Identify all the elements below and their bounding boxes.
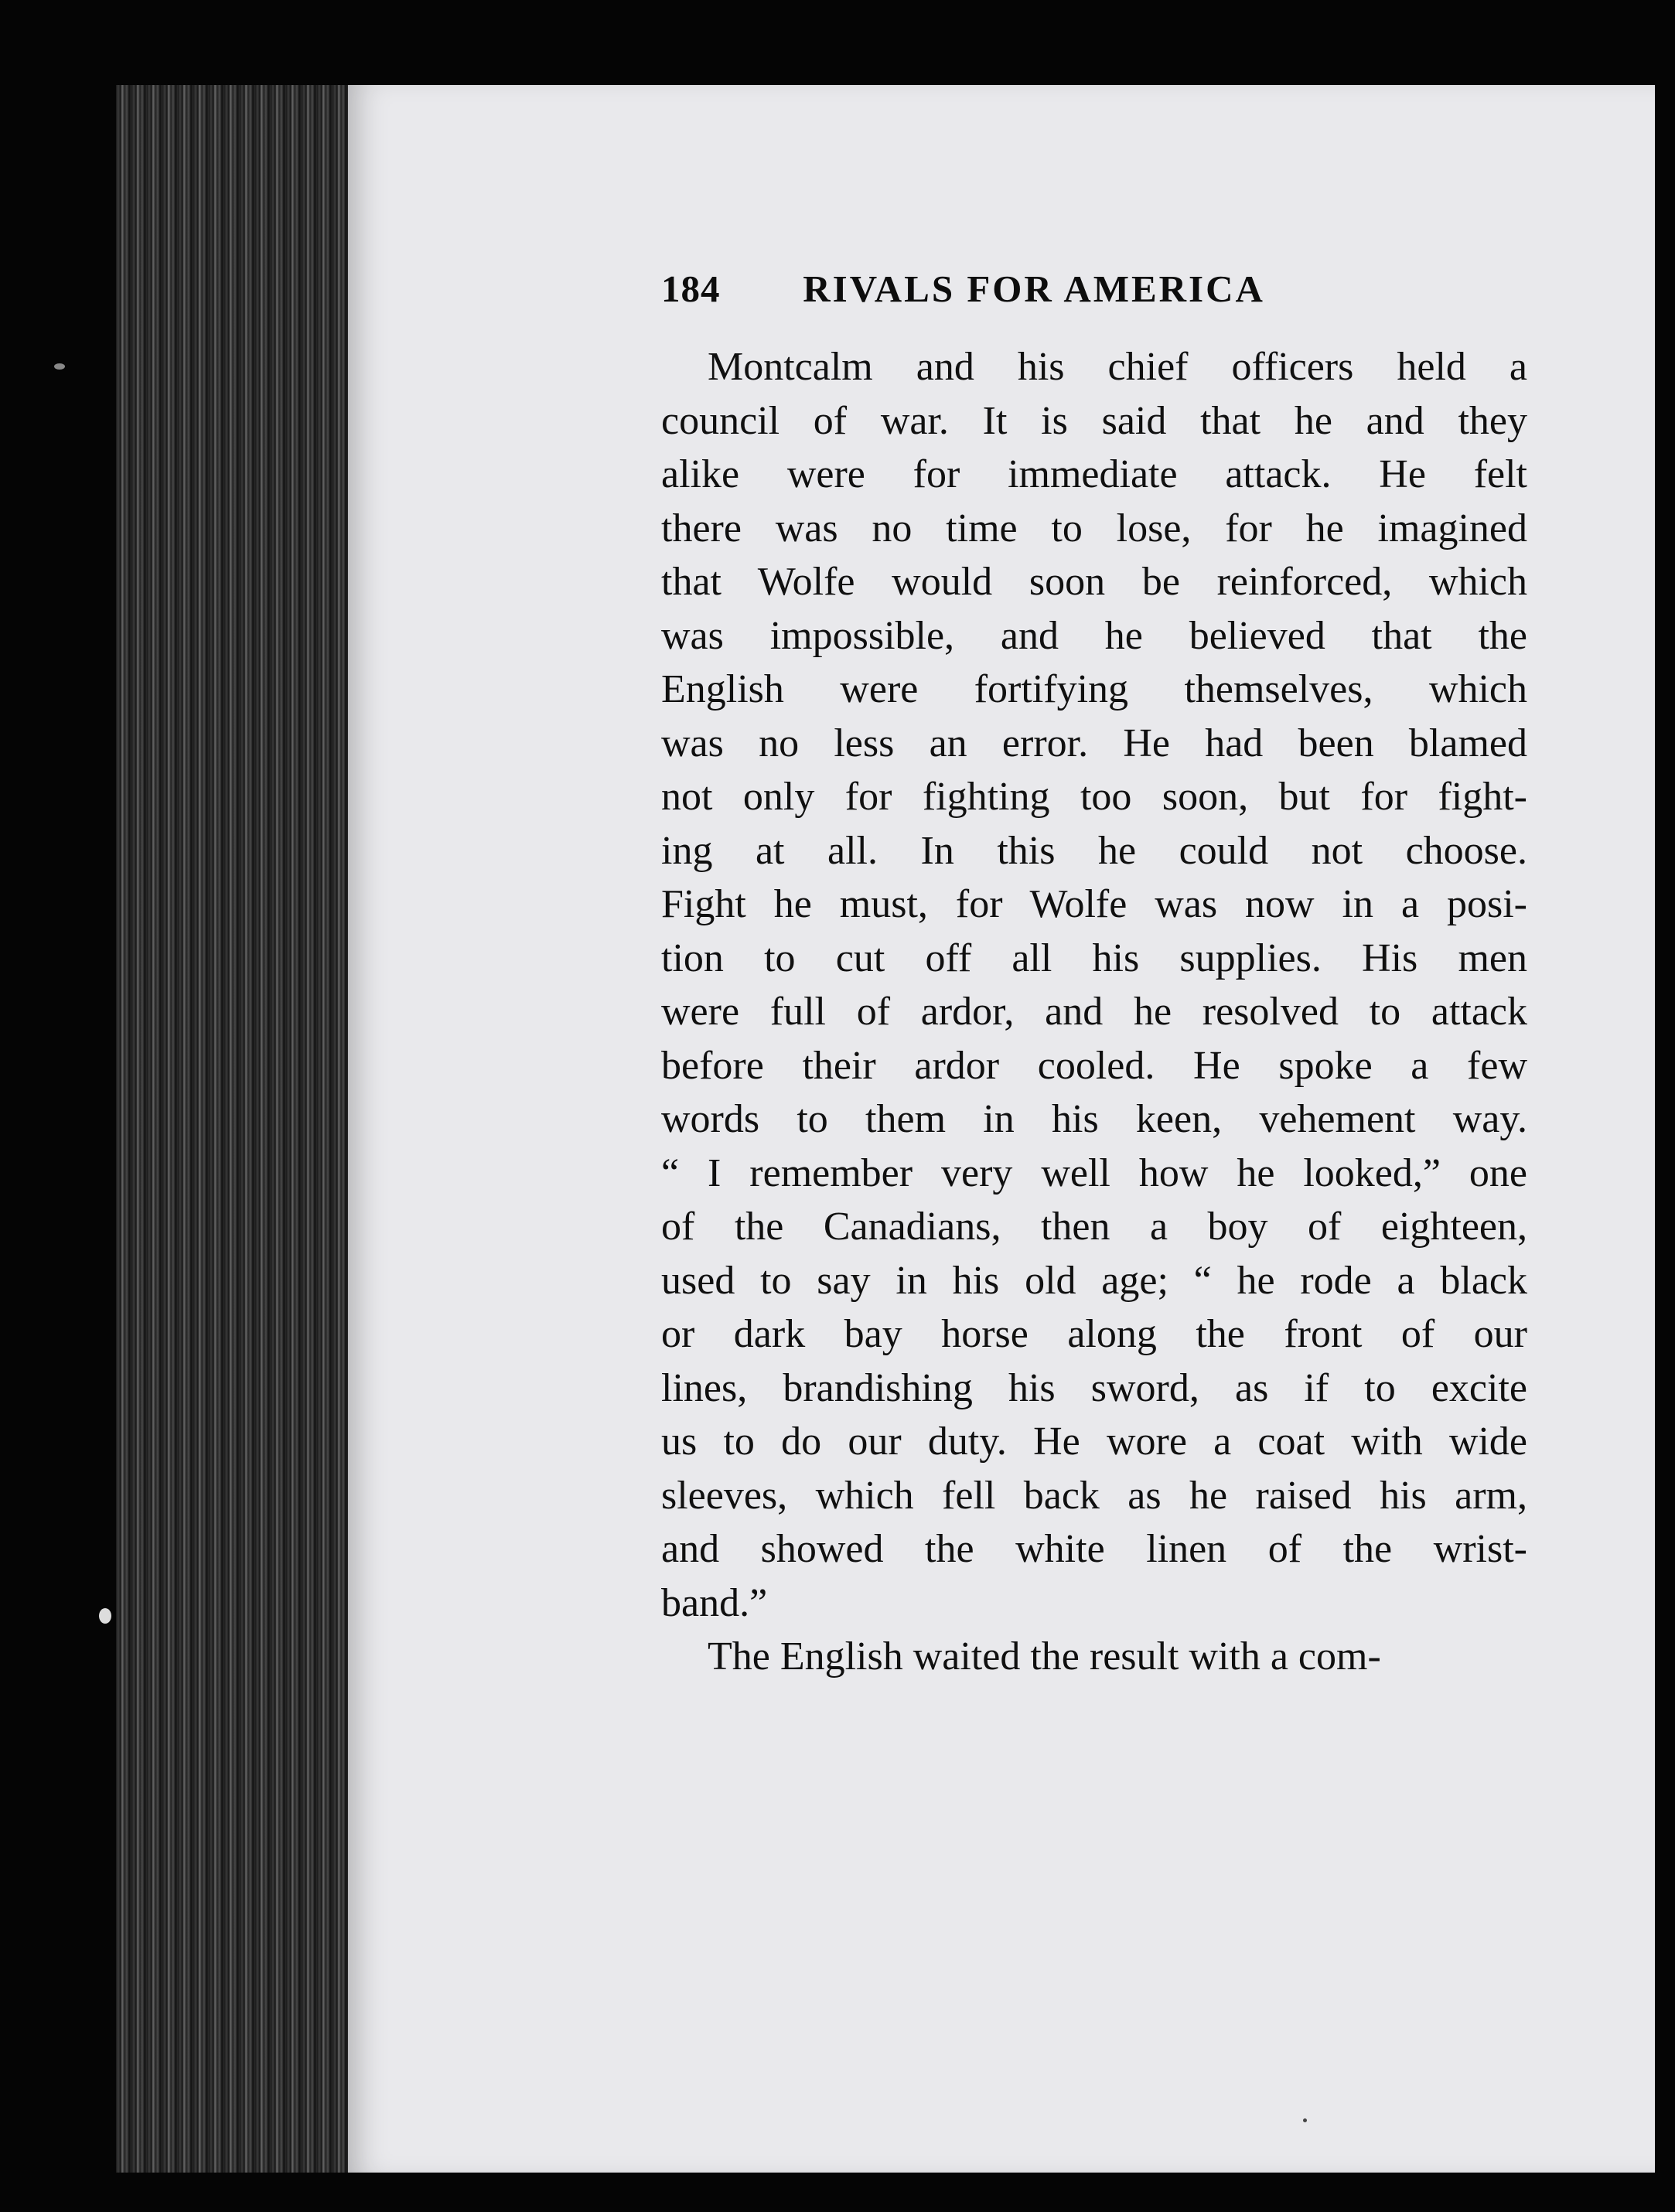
text-line: English were fortifying themselves, which bbox=[661, 667, 1527, 711]
text-line: Montcalm and his chief officers held a bbox=[708, 345, 1527, 389]
text-line: alike were for immediate attack. He felt bbox=[661, 452, 1527, 496]
scan-speck bbox=[1303, 2118, 1307, 2122]
text-line: were full of ardor, and he resolved to attack bbox=[661, 990, 1527, 1034]
text-line: ing at all. In this he could not choose. bbox=[661, 828, 1527, 873]
text-line: us to do our duty. He wore a coat with wide bbox=[661, 1420, 1527, 1464]
text-line: tion to cut off all his supplies. His men bbox=[661, 936, 1527, 980]
text-line: sleeves, which fell back as he raised his arm, bbox=[661, 1473, 1527, 1518]
text-line: council of war. It is said that he and they bbox=[661, 398, 1527, 443]
text-line: band.” bbox=[661, 1580, 768, 1625]
text-line: used to say in his old age; “ he rode a black bbox=[661, 1258, 1527, 1303]
text-line: or dark bay horse along the front of our bbox=[661, 1312, 1527, 1356]
scan-speck bbox=[99, 1608, 111, 1624]
text-line: The English waited the result with a com- bbox=[708, 1634, 1381, 1679]
text-line: not only for fighting too soon, but for fight- bbox=[661, 775, 1527, 819]
text-line: words to them in his keen, vehement way. bbox=[661, 1097, 1527, 1141]
text-line: and showed the white linen of the wrist- bbox=[661, 1527, 1527, 1571]
text-line: before their ardor cooled. He spoke a few bbox=[661, 1043, 1527, 1088]
text-line: was impossible, and he believed that the bbox=[661, 613, 1527, 658]
text-line: “ I remember very well how he looked,” one bbox=[661, 1150, 1527, 1195]
book-page-edges bbox=[116, 85, 350, 2173]
body-text bbox=[661, 340, 1527, 1684]
text-line: lines, brandishing his sword, as if to excite bbox=[661, 1365, 1527, 1410]
running-head bbox=[661, 267, 1342, 311]
text-line: of the Canadians, then a boy of eighteen, bbox=[661, 1205, 1527, 1249]
text-line: Fight he must, for Wolfe was now in a posi- bbox=[661, 882, 1527, 926]
page-number: 184 bbox=[661, 268, 721, 310]
text-line: was no less an error. He had been blamed bbox=[661, 721, 1527, 765]
text-line: there was no time to lose, for he imagined bbox=[661, 506, 1527, 550]
text-line: that Wolfe would soon be reinforced, which bbox=[661, 560, 1527, 604]
running-title: RIVALS FOR AMERICA bbox=[803, 268, 1265, 310]
scan-speck bbox=[54, 363, 65, 370]
